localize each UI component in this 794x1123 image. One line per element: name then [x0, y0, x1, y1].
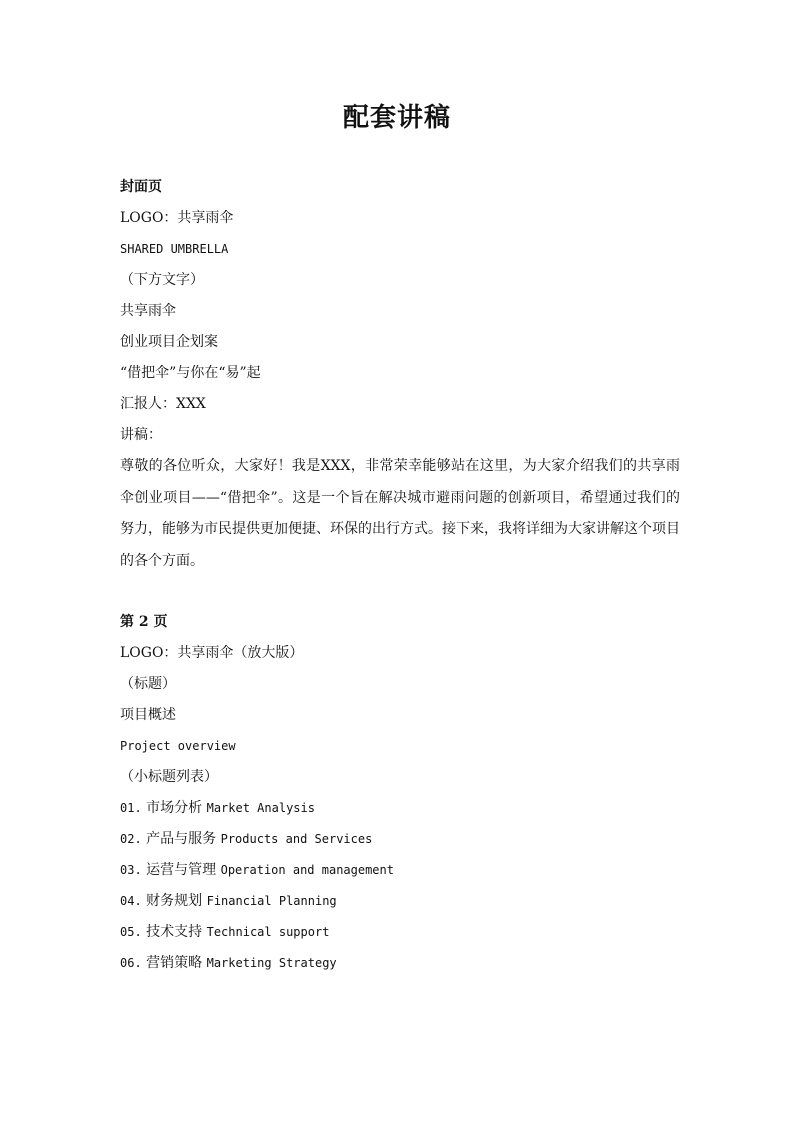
- item-number: 03.: [120, 863, 142, 877]
- item-en: Marketing Strategy: [206, 956, 337, 970]
- section-gap: [120, 577, 680, 607]
- item-en: Products and Services: [220, 832, 373, 846]
- item-number: 05.: [120, 925, 142, 939]
- list-item: [120, 917, 680, 948]
- section2-heading: 第 2 页: [120, 614, 168, 630]
- page-title: 配套讲稿: [342, 103, 451, 133]
- item-number: 02.: [120, 832, 142, 846]
- list-item: [120, 948, 680, 979]
- item-cn: 财务规划: [146, 893, 203, 909]
- item-en: Operation and management: [220, 863, 394, 877]
- section1-heading: 封面页: [120, 179, 162, 195]
- item-cn: 营销策略: [146, 955, 203, 971]
- project-name: 共享雨伞: [120, 303, 176, 319]
- item-cn: 产品与服务: [146, 831, 217, 847]
- plan-title: 创业项目企划案: [120, 334, 218, 350]
- item-en: Financial Planning: [206, 894, 337, 908]
- logo-line-enlarged: LOGO：共享雨伞（放大版）: [120, 645, 304, 661]
- item-number: 01.: [120, 801, 142, 815]
- script-label: 讲稿：: [120, 427, 162, 443]
- item-en: Market Analysis: [206, 801, 315, 815]
- item-cn: 市场分析: [146, 800, 203, 816]
- slogan: “借把伞”与你在“易”起: [120, 365, 261, 381]
- script-paragraph: 尊敬的各位听众，大家好！我是XXX，非常荣幸能够站在这里，为大家介绍我们的共享雨伞创业项目——“借把伞”。这是一个旨在解决城市避雨问题的创新项目，希望通过我们的努力，能够为市民提供更加便捷、环保的出行方式。接下来，我将详细为大家讲解这个项目的各个方面。: [120, 458, 680, 569]
- item-cn: 运营与管理: [146, 862, 217, 878]
- item-en: Technical support: [206, 925, 330, 939]
- list-item: [120, 855, 680, 886]
- overview-title: 项目概述: [120, 707, 176, 723]
- list-item: [120, 886, 680, 917]
- logo-line: LOGO：共享雨伞: [120, 210, 234, 226]
- reporter-line: 汇报人：XXX: [120, 396, 206, 412]
- item-number: 06.: [120, 956, 142, 970]
- overview-english: Project overview: [120, 739, 236, 753]
- list-item: [120, 793, 680, 824]
- item-cn: 技术支持: [146, 924, 203, 940]
- document-content: [120, 172, 680, 979]
- title-note: （标题）: [120, 676, 176, 692]
- subtitle-note: （小标题列表）: [120, 769, 218, 785]
- english-name: SHARED UMBRELLA: [120, 242, 229, 256]
- below-text-note: （下方文字）: [120, 272, 204, 288]
- item-number: 04.: [120, 894, 142, 908]
- list-item: [120, 824, 680, 855]
